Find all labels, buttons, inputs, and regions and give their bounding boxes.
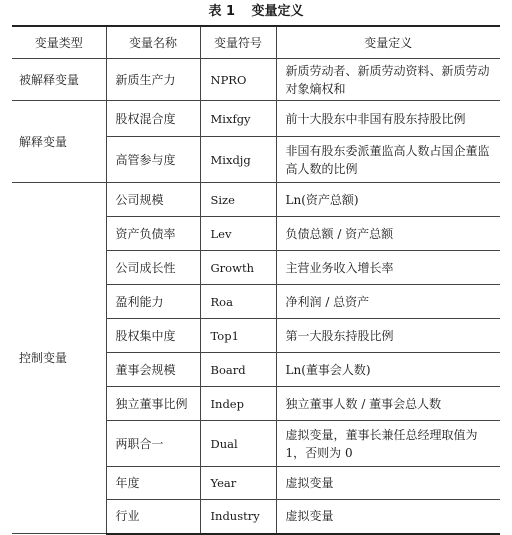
variable-name-cell: 两职合一 <box>106 421 200 467</box>
variable-type-cell: 被解释变量 <box>12 59 106 101</box>
variable-symbol-cell: Dual <box>200 421 276 467</box>
variable-symbol-cell: NPRO <box>200 59 276 101</box>
variable-name-cell: 独立董事比例 <box>106 387 200 421</box>
variable-definition-cell: 第一大股东持股比例 <box>276 319 500 353</box>
variable-symbol-cell: Growth <box>200 251 276 285</box>
variable-symbol-cell: Lev <box>200 217 276 251</box>
variable-symbol-cell: Roa <box>200 285 276 319</box>
variable-name-cell: 董事会规模 <box>106 353 200 387</box>
variable-symbol-cell: Board <box>200 353 276 387</box>
variable-name-cell: 行业 <box>106 500 200 534</box>
variable-definition-cell: 虚拟变量，董事长兼任总经理取值为1，否则为 0 <box>276 421 500 467</box>
variable-name-cell: 股权集中度 <box>106 319 200 353</box>
variable-definition-cell: 非国有股东委派董监高人数占国企董监高人数的比例 <box>276 137 500 183</box>
variable-symbol-cell: Mixfgy <box>200 101 276 137</box>
table-row <box>12 183 500 217</box>
variable-name-cell: 高管参与度 <box>106 137 200 183</box>
variable-symbol-cell: Indep <box>200 387 276 421</box>
variable-symbol-cell: Industry <box>200 500 276 534</box>
variable-name-cell: 盈利能力 <box>106 285 200 319</box>
header-type: 变量类型 <box>12 26 106 59</box>
table-caption <box>0 2 512 22</box>
variable-definition-cell: 净利润 / 总资产 <box>276 285 500 319</box>
variable-definition-cell: 主营业务收入增长率 <box>276 251 500 285</box>
header-symbol: 变量符号 <box>200 26 276 59</box>
variable-definition-cell: Ln(资产总额) <box>276 183 500 217</box>
variable-name-cell: 公司成长性 <box>106 251 200 285</box>
variable-definition-table <box>12 25 500 535</box>
table-row <box>12 101 500 137</box>
variable-name-cell: 股权混合度 <box>106 101 200 137</box>
variable-name-cell: 公司规模 <box>106 183 200 217</box>
variable-definition-cell: Ln(董事会人数) <box>276 353 500 387</box>
header-row <box>12 26 500 59</box>
header-name: 变量名称 <box>106 26 200 59</box>
variable-definition-cell: 前十大股东中非国有股东持股比例 <box>276 101 500 137</box>
table-title: 变量定义 <box>251 4 304 19</box>
header-definition: 变量定义 <box>276 26 500 59</box>
table-row <box>12 59 500 101</box>
variable-name-cell: 资产负债率 <box>106 217 200 251</box>
variable-type-cell: 控制变量 <box>12 183 106 534</box>
variable-definition-cell: 负债总额 / 资产总额 <box>276 217 500 251</box>
variable-symbol-cell: Mixdjg <box>200 137 276 183</box>
variable-symbol-cell: Year <box>200 467 276 500</box>
table-number: 表 1 <box>208 4 236 19</box>
variable-name-cell: 年度 <box>106 467 200 500</box>
variable-definition-cell: 独立董事人数 / 董事会总人数 <box>276 387 500 421</box>
variable-definition-cell: 虚拟变量 <box>276 467 500 500</box>
variable-definition-cell: 虚拟变量 <box>276 500 500 534</box>
variable-type-cell: 解释变量 <box>12 101 106 183</box>
variable-symbol-cell: Size <box>200 183 276 217</box>
variable-symbol-cell: Top1 <box>200 319 276 353</box>
variable-name-cell: 新质生产力 <box>106 59 200 101</box>
variable-definition-cell: 新质劳动者、新质劳动资料、新质劳动对象熵权和 <box>276 59 500 101</box>
